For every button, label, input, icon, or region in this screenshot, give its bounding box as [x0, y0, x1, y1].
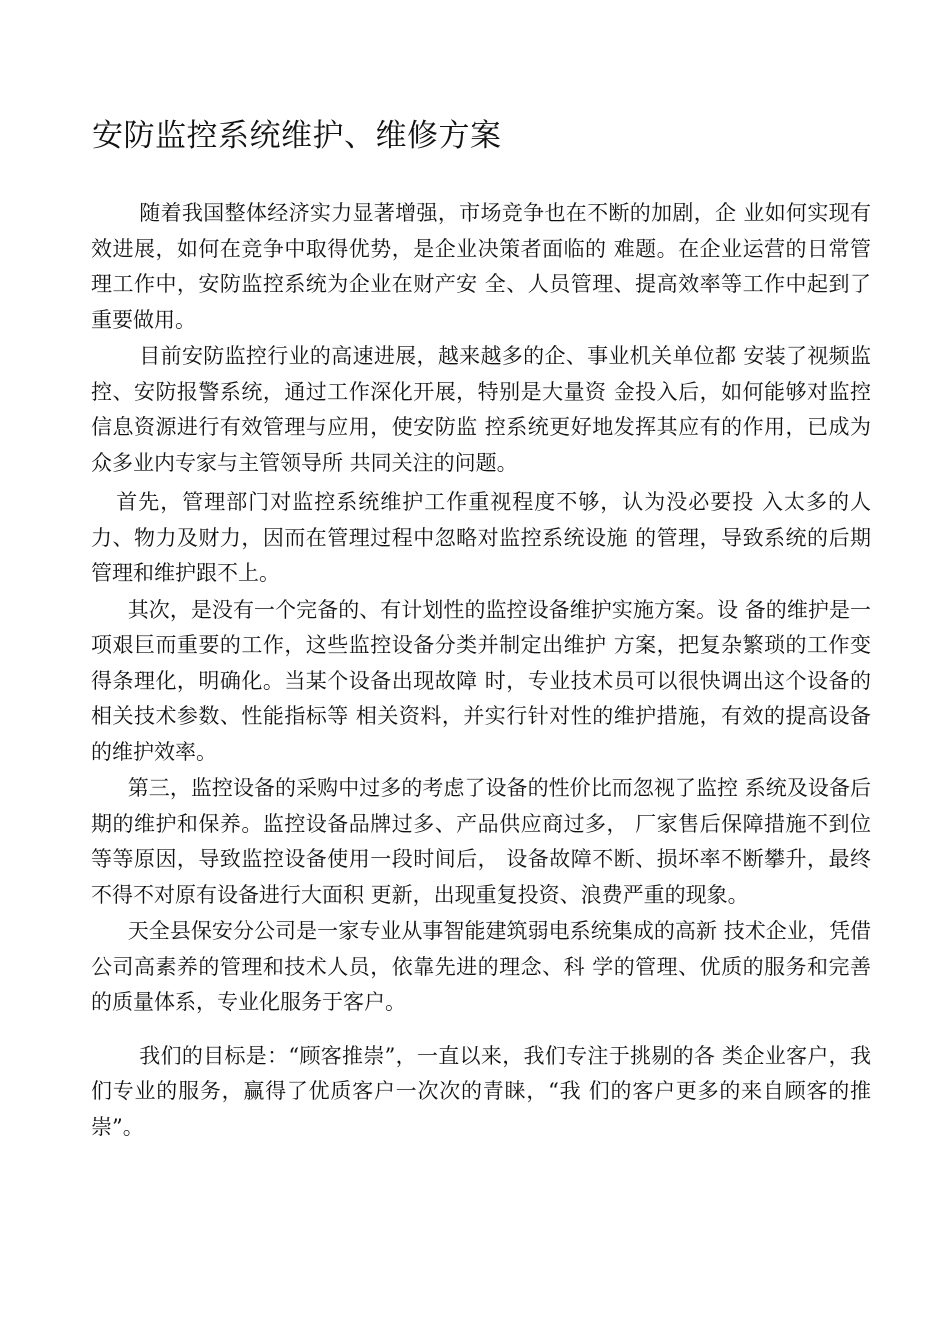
paragraph-first-issue: 首先，管理部门对监控系统维护工作重视程度不够，认为没必要投 入太多的人力、物力及财力，因而在管理过程中忽略对监控系统设施 的管理，导致系统的后期管理和维护跟不上。 [91, 490, 871, 585]
paragraph-company: 天全县保安分公司是一家专业从事智能建筑弱电系统集成的高新 技术企业，凭借公司高素养的管理和技术人员，依靠先进的理念、科 学的管理、优质的服务和完善的质量体系，专业化服务于客户。 [91, 919, 871, 1014]
paragraph-third-issue: 第三，监控设备的采购中过多的考虑了设备的性价比而忽视了监控 系统及设备后期的维护和保养。监控设备品牌过多、产品供应商过多， 厂家售后保障措施不到位等等原因，导致监控设备使用一段时间后， 设备故障不断、损坏率不断攀升，最终不得不对原有设备进行大面积 更新，出现重复投资、浪费严重的现象。 [91, 776, 871, 907]
paragraph-goal: 我们的目标是：“顾客推崇”，一直以来，我们专注于挑剔的各 类企业客户，我们专业的服务，赢得了优质客户一次次的青睐，“我 们的客户更多的来自顾客的推崇”。 [91, 1043, 871, 1139]
document-title: 安防监控系统维护、维修方案 [92, 118, 502, 154]
document-body [91, 196, 871, 1145]
paragraph-industry: 目前安防监控行业的高速进展，越来越多的企、事业机关单位都 安装了视频监控、安防报警系统，通过工作深化开展，特别是大量资 金投入后，如何能够对监控信息资源进行有效管理与应用，使安防监 控系统更好地发挥其应有的作用，已成为众多业内专家与主管领导所 共同关注的问题。 [91, 344, 871, 475]
paragraph-second-issue: 其次，是没有一个完备的、有计划性的监控设备维护实施方案。设 备的维护是一项艰巨而重要的工作，这些监控设备分类并制定出维护 方案，把复杂繁琐的工作变得条理化，明确化。当某个设备出现故障 时，专业技术员可以很快调出这个设备的相关技术参数、性能指标等 相关资料，并实行针对性的维护措施，有效的提高设备的维护效率。 [91, 597, 871, 764]
paragraph-intro: 随着我国整体经济实力显著增强，市场竞争也在不断的加剧，企 业如何实现有效进展，如何在竞争中取得优势，是企业决策者面临的 难题。在企业运营的日常管理工作中，安防监控系统为企业在财产安 全、人员管理、提高效率等工作中起到了重要做用。 [91, 201, 871, 332]
